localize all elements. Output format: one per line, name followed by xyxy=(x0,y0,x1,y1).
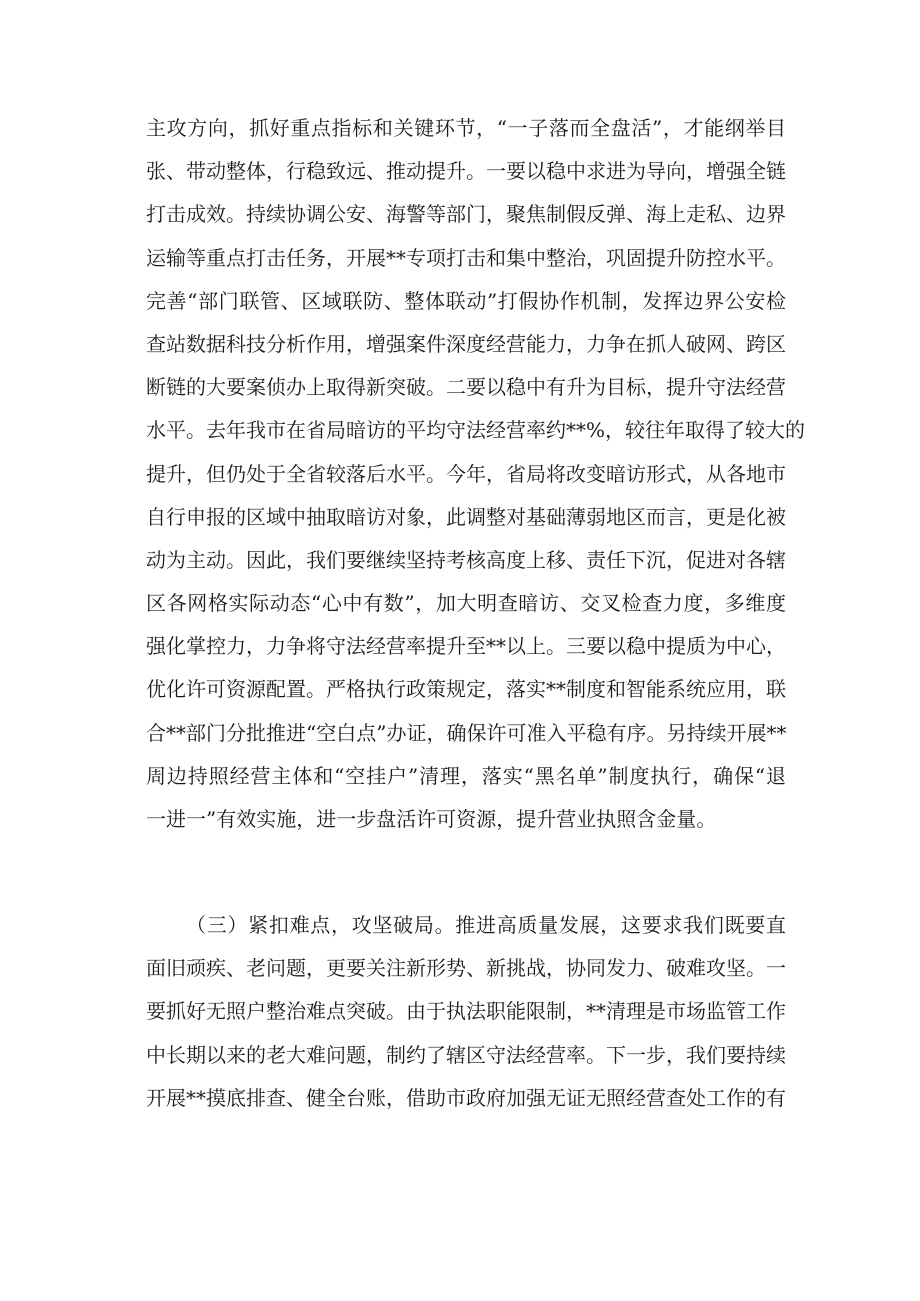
text-line: 周边持照经营主体和“空挂户”清理，落实“黑名单”制度执行，确保“退 xyxy=(146,763,786,788)
text-line: 查站数据科技分析作用，增强案件深度经营能力，力争在抓人破网、跨区 xyxy=(146,331,786,356)
text-line: 打击成效。持续协调公安、海警等部门，聚焦制假反弹、海上走私、边界 xyxy=(146,202,786,227)
text-line: 强化掌控力，力争将守法经营率提升至**以上。三要以稳中提质为中心， xyxy=(146,634,786,659)
text-line: 水平。去年我市在省局暗访的平均守法经营率约**%，较往年取得了较大的 xyxy=(146,418,806,443)
text-line: 区各网格实际动态“心中有数”，加大明查暗访、交叉检查力度，多维度 xyxy=(146,591,786,616)
paragraph xyxy=(146,107,806,841)
text-line: 要抓好无照户整治难点突破。由于执法职能限制，**清理是市场监管工作 xyxy=(146,999,786,1024)
section-heading-line: （三）紧扣难点，攻坚破局。推进高质量发展，这要求我们既要直 xyxy=(186,913,786,937)
text-line: 断链的大要案侦办上取得新突破。二要以稳中有升为目标，提升守法经营 xyxy=(146,375,786,400)
text-line: 中长期以来的老大难问题，制约了辖区守法经营率。下一步，我们要持续 xyxy=(146,1042,786,1067)
text-line: 面旧顽疾、老问题，更要关注新形势、新挑战，协同发力、破难攻坚。一 xyxy=(146,956,786,981)
text-line: 合**部门分批推进“空白点”办证，确保许可准入平稳有序。另持续开展** xyxy=(146,720,787,745)
paragraph xyxy=(146,904,786,1120)
text-line: 一进一”有效实施，进一步盘活许可资源，提升营业执照含金量。 xyxy=(146,807,717,831)
text-line: 主攻方向，抓好重点指标和关键环节，“一子落而全盘活”，才能纲举目 xyxy=(146,116,786,140)
text-line: 提升，但仍处于全省较落后水平。今年，省局将改变暗访形式，从各地市 xyxy=(146,461,786,486)
text-line: 完善“部门联管、区域联防、整体联动”打假协作机制，发挥边界公安检 xyxy=(146,288,786,313)
text-line: 开展**摸底排查、健全台账，借助市政府加强无证无照经营查处工作的有 xyxy=(146,1085,786,1110)
text-line: 动为主动。因此，我们要继续坚持考核高度上移、责任下沉，促进对各辖 xyxy=(146,547,786,572)
text-line: 优化许可资源配置。严格执行政策规定，落实**制度和智能系统应用，联 xyxy=(146,677,786,702)
text-line: 张、带动整体，行稳致远、推动提升。一要以稳中求进为导向，增强全链 xyxy=(146,159,786,184)
text-line: 自行申报的区域中抽取暗访对象，此调整对基础薄弱地区而言，更是化被 xyxy=(146,504,786,529)
text-line: 运输等重点打击任务，开展**专项打击和集中整治，巩固提升防控水平。 xyxy=(146,245,786,270)
